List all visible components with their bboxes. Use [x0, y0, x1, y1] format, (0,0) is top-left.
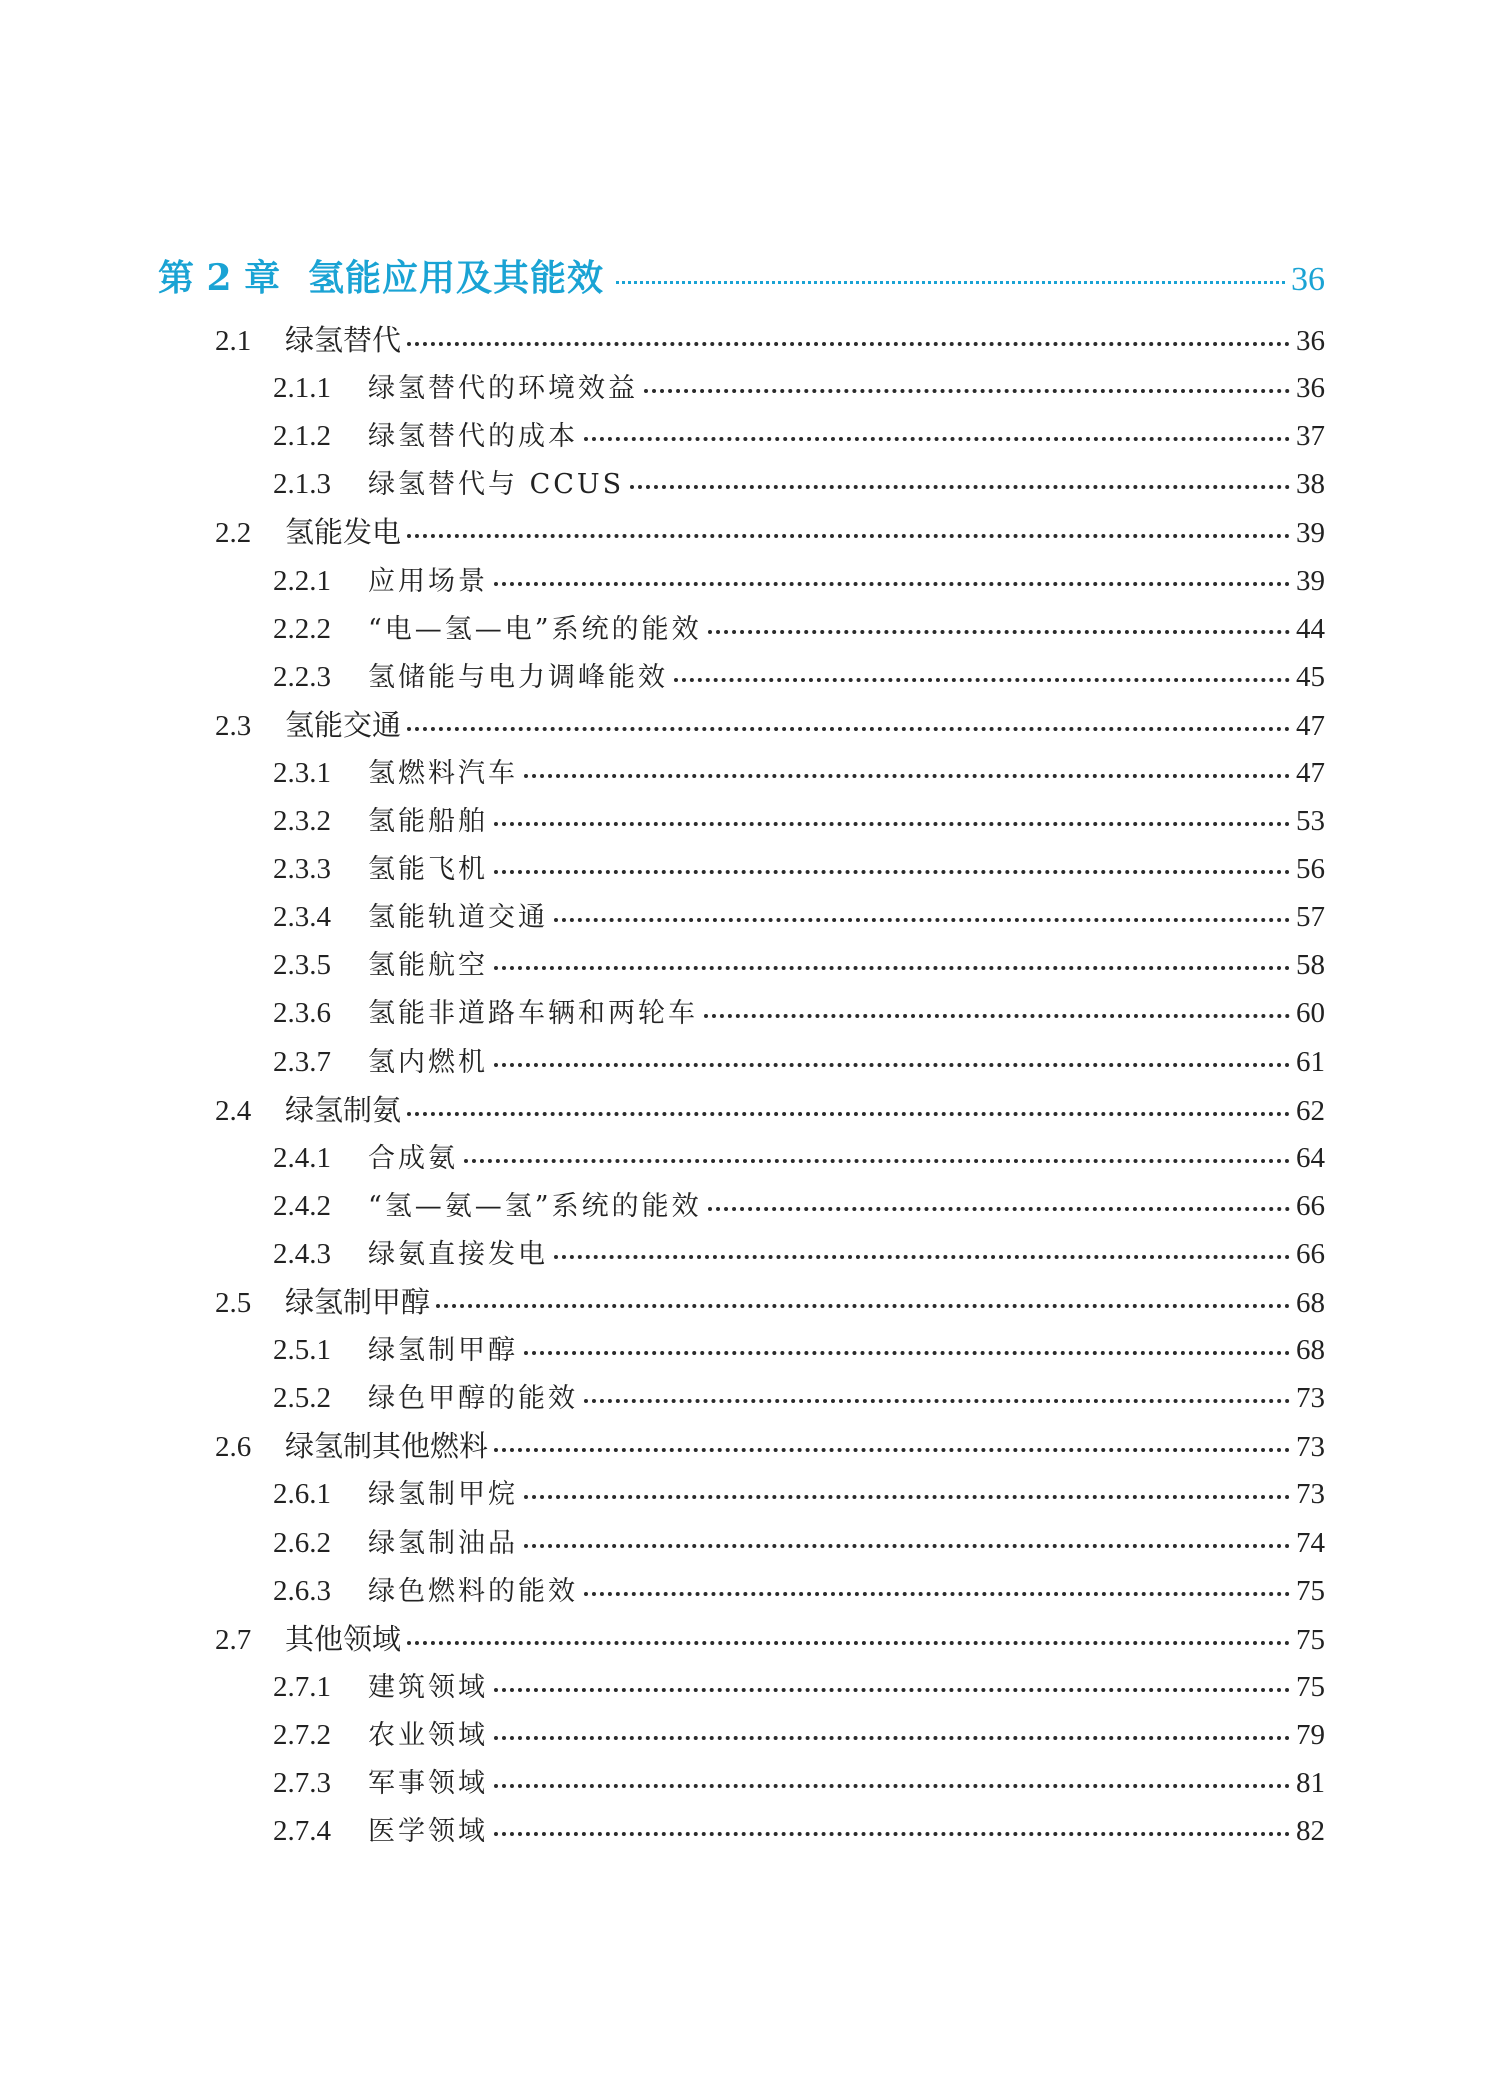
entry-title: 合成氨: [368, 1142, 458, 1174]
entry-title: 氢能船舶: [368, 806, 488, 837]
toc-section-entry[interactable]: [215, 703, 1325, 744]
toc-subsection-entry[interactable]: [273, 1521, 1325, 1560]
entry-title: 绿氢制氨: [285, 1092, 402, 1127]
dot-leader: [584, 1399, 1290, 1403]
entry-title: 医学领域: [368, 1816, 488, 1848]
entry-title: 绿氢替代的成本: [368, 421, 578, 453]
entry-page-number: 68: [1296, 1334, 1325, 1367]
entry-number: 2.1.1: [273, 372, 331, 405]
toc-subsection-entry[interactable]: [273, 559, 1325, 598]
entry-title: 绿色燃料的能效: [368, 1575, 578, 1607]
entry-title: 军事领域: [368, 1768, 488, 1799]
entry-page-number: 75: [1296, 1623, 1325, 1656]
entry-number: 2.2: [215, 517, 252, 550]
entry-number: 2.5: [215, 1287, 252, 1319]
dot-leader: [494, 1736, 1290, 1740]
entry-title: 氢能航空: [368, 950, 488, 982]
entry-number: 2.2.1: [273, 564, 331, 597]
dot-leader: [708, 630, 1290, 634]
entry-title: 氢内燃机: [368, 1046, 488, 1078]
entry-title: 建筑领域: [368, 1671, 488, 1703]
toc-subsection-entry[interactable]: [273, 655, 1325, 694]
entry-title: 绿氢替代: [285, 323, 402, 357]
entry-number: 2.3.1: [273, 756, 331, 789]
entry-page-number: 37: [1296, 420, 1325, 453]
toc-subsection-entry[interactable]: [273, 1328, 1325, 1367]
toc-subsection-entry[interactable]: [273, 366, 1325, 405]
entry-number: 2.5.2: [273, 1382, 331, 1415]
dot-leader: [494, 870, 1290, 874]
toc-subsection-entry[interactable]: [273, 1184, 1325, 1223]
toc-subsection-entry[interactable]: [273, 1569, 1325, 1608]
entry-number: 2.3.3: [273, 853, 331, 886]
entry-page-number: 66: [1296, 1189, 1325, 1222]
dot-leader: [407, 1112, 1290, 1116]
chapter-number: 第 2 章: [158, 257, 281, 299]
entry-number: 2.1: [215, 325, 252, 357]
entry-number: 2.3.2: [273, 805, 331, 837]
entry-number: 2.6.1: [273, 1478, 331, 1511]
entry-number: 2.4: [215, 1094, 252, 1127]
entry-page-number: 73: [1296, 1431, 1325, 1464]
entry-number: 2.3: [215, 709, 252, 742]
dot-leader: [494, 822, 1290, 826]
dot-leader: [436, 1304, 1290, 1308]
dot-leader: [584, 1592, 1290, 1596]
entry-page-number: 57: [1296, 901, 1325, 934]
entry-page-number: 75: [1296, 1574, 1325, 1607]
entry-page-number: 68: [1296, 1287, 1325, 1319]
toc-subsection-entry[interactable]: [273, 847, 1325, 886]
toc-section-entry[interactable]: [215, 1617, 1325, 1658]
toc-subsection-entry[interactable]: [273, 751, 1325, 790]
entry-page-number: 36: [1296, 372, 1325, 405]
chapter-title: 氢能应用及其能效: [308, 257, 605, 299]
dot-leader: [464, 1159, 1290, 1163]
dot-leader: [494, 1688, 1290, 1692]
entry-page-number: 53: [1296, 805, 1325, 837]
entry-number: 2.4.2: [273, 1189, 331, 1222]
entry-number: 2.7.2: [273, 1718, 331, 1751]
entry-number: 2.7.1: [273, 1670, 331, 1703]
entry-title: 绿氢制甲醇: [285, 1285, 431, 1319]
toc-subsection-entry[interactable]: [273, 1376, 1325, 1415]
toc-subsection-entry[interactable]: [273, 1472, 1325, 1511]
entry-page-number: 62: [1296, 1094, 1325, 1127]
entry-page-number: 58: [1296, 949, 1325, 982]
entry-title: 绿色甲醇的能效: [368, 1383, 578, 1415]
dot-leader: [494, 1063, 1290, 1067]
entry-title: 绿氢替代与 CCUS: [368, 469, 625, 501]
entry-number: 2.3.5: [273, 949, 331, 982]
entry-title: 绿氢制其他燃料: [285, 1429, 489, 1464]
dot-leader: [630, 485, 1290, 489]
dot-leader: [524, 1351, 1290, 1355]
dot-leader: [494, 1448, 1290, 1452]
toc-section-entry[interactable]: [215, 1424, 1325, 1465]
dot-leader: [674, 678, 1290, 682]
toc-subsection-entry[interactable]: [273, 1713, 1325, 1752]
entry-page-number: 79: [1296, 1718, 1325, 1751]
dot-leader: [554, 918, 1290, 922]
dot-leader: [494, 1784, 1290, 1788]
entry-title: 绿氢替代的环境效益: [368, 373, 638, 405]
entry-title: 绿氢制甲醇: [368, 1335, 518, 1367]
entry-number: 2.3.6: [273, 997, 331, 1030]
toc-subsection-entry[interactable]: [273, 991, 1325, 1030]
entry-page-number: 39: [1296, 517, 1325, 550]
entry-number: 2.7: [215, 1623, 252, 1656]
entry-number: 2.2.3: [273, 660, 331, 693]
entry-title: “电—氢—电”系统的能效: [368, 613, 702, 645]
entry-number: 2.6.2: [273, 1526, 331, 1559]
dot-leader: [407, 342, 1290, 346]
entry-number: 2.6.3: [273, 1574, 331, 1607]
entry-number: 2.1.3: [273, 468, 331, 501]
dot-leader: [616, 281, 1285, 284]
entry-number: 2.4.1: [273, 1141, 331, 1174]
toc-subsection-entry[interactable]: [273, 1665, 1325, 1704]
toc-section-entry[interactable]: [215, 1280, 1325, 1321]
entry-number: 2.7.4: [273, 1815, 331, 1848]
dot-leader: [524, 1544, 1290, 1548]
entry-title: 其他领域: [285, 1621, 402, 1656]
entry-page-number: 73: [1296, 1382, 1325, 1415]
entry-page-number: 47: [1296, 709, 1325, 742]
entry-number: 2.5.1: [273, 1334, 331, 1367]
entry-page-number: 47: [1296, 756, 1325, 789]
dot-leader: [708, 1207, 1290, 1211]
dot-leader: [704, 1014, 1290, 1018]
entry-page-number: 60: [1296, 997, 1325, 1030]
entry-title: 农业领域: [368, 1719, 488, 1751]
entry-number: 2.6: [215, 1431, 252, 1464]
entry-page-number: 39: [1296, 564, 1325, 597]
entry-number: 2.3.7: [273, 1045, 331, 1078]
entry-title: 绿氢制油品: [368, 1527, 518, 1559]
entry-page-number: 75: [1296, 1670, 1325, 1703]
dot-leader: [494, 966, 1290, 970]
entry-page-number: 38: [1296, 468, 1325, 501]
toc-section-entry[interactable]: [215, 1088, 1325, 1129]
entry-page-number: 45: [1296, 660, 1325, 693]
entry-number: 2.2.2: [273, 612, 331, 645]
entry-page-number: 81: [1296, 1767, 1325, 1799]
entry-page-number: 61: [1296, 1045, 1325, 1078]
toc-subsection-entry[interactable]: [273, 1136, 1325, 1175]
entry-number: 2.1.2: [273, 420, 331, 453]
toc-subsection-entry[interactable]: [273, 414, 1325, 453]
chapter-page-number: 36: [1291, 261, 1325, 298]
entry-number: 2.3.4: [273, 901, 331, 934]
entry-title: 氢储能与电力调峰能效: [368, 661, 668, 693]
entry-page-number: 82: [1296, 1815, 1325, 1848]
entry-page-number: 73: [1296, 1478, 1325, 1511]
entry-title: 绿氢制甲烷: [368, 1479, 518, 1511]
toc-subsection-entry[interactable]: [273, 1761, 1325, 1800]
dot-leader: [494, 1832, 1290, 1836]
dot-leader: [644, 389, 1290, 393]
dot-leader: [554, 1255, 1290, 1259]
entry-number: 2.7.3: [273, 1767, 331, 1799]
entry-title: 氢燃料汽车: [368, 757, 518, 789]
entry-page-number: 66: [1296, 1237, 1325, 1270]
toc-subsection-entry[interactable]: [273, 607, 1325, 646]
toc-subsection-entry[interactable]: [273, 1809, 1325, 1848]
toc-subsection-entry[interactable]: [273, 799, 1325, 838]
entry-title: 氢能交通: [285, 707, 402, 742]
entry-title: 氢能飞机: [368, 854, 488, 886]
toc-subsection-entry[interactable]: [273, 1232, 1325, 1271]
dot-leader: [494, 582, 1290, 586]
toc-section-entry[interactable]: [215, 318, 1325, 359]
entry-page-number: 64: [1296, 1141, 1325, 1174]
entry-page-number: 56: [1296, 853, 1325, 886]
entry-number: 2.4.3: [273, 1237, 331, 1270]
dot-leader: [524, 774, 1290, 778]
toc-section-entry[interactable]: [215, 510, 1325, 551]
entry-page-number: 44: [1296, 612, 1325, 645]
entry-title: 绿氨直接发电: [368, 1238, 548, 1270]
entry-title: 氢能非道路车辆和两轮车: [368, 998, 698, 1030]
dot-leader: [407, 534, 1290, 538]
dot-leader: [407, 727, 1290, 731]
entry-title: 氢能轨道交通: [368, 902, 548, 934]
toc-subsection-entry[interactable]: [273, 943, 1325, 982]
entry-title: 应用场景: [368, 565, 488, 597]
dot-leader: [407, 1641, 1290, 1645]
toc-subsection-entry[interactable]: [273, 895, 1325, 934]
toc-subsection-entry[interactable]: [273, 462, 1325, 501]
dot-leader: [524, 1495, 1290, 1499]
toc-subsection-entry[interactable]: [273, 1040, 1325, 1079]
toc-chapter-heading[interactable]: [158, 250, 1325, 301]
entry-page-number: 74: [1296, 1526, 1325, 1559]
entry-title: “氢—氨—氢”系统的能效: [368, 1190, 702, 1222]
dot-leader: [584, 437, 1290, 441]
entry-page-number: 36: [1296, 325, 1325, 357]
entry-title: 氢能发电: [285, 515, 402, 550]
